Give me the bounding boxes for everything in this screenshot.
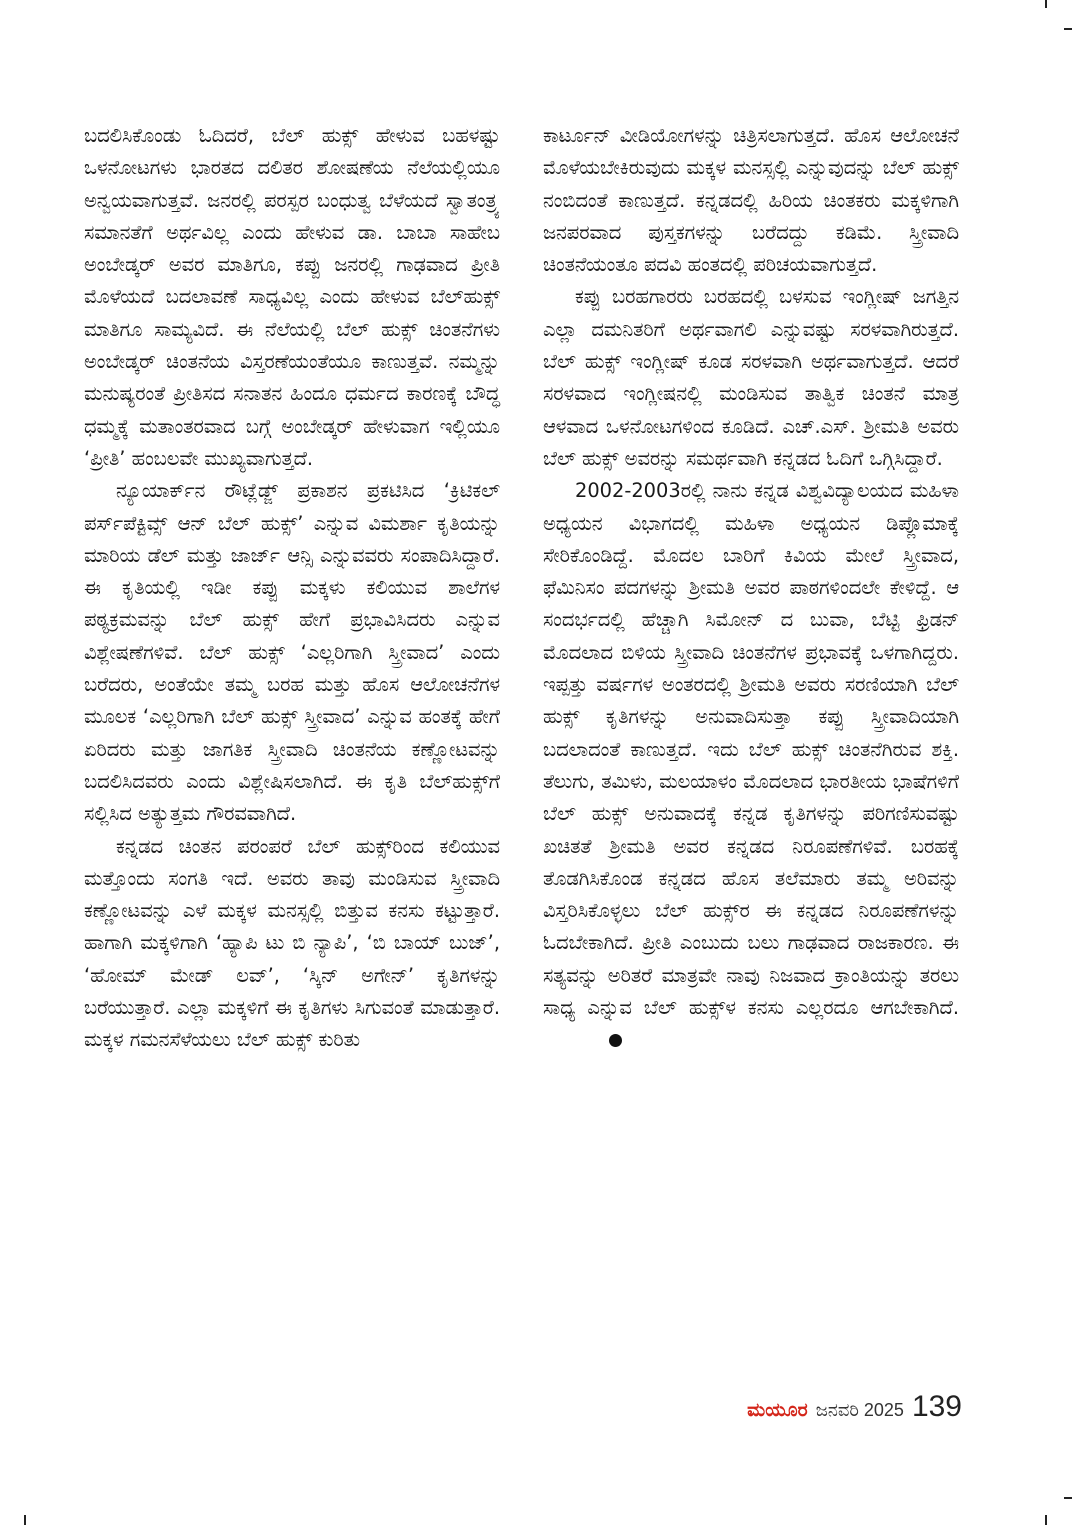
page-number: 139 [911,1390,962,1423]
paragraph: ಕನ್ನಡದ ಚಿಂತನ ಪರಂಪರೆ ಬೆಲ್ ಹುಕ್ಸ್‌ರಿಂದ ಕಲಿಯುವ ಮತ್ತೊಂದು ಸಂಗತಿ ಇದೆ. ಅವರು ತಾವು ಮಂಡಿಸುವ ಸ್ತ್ರೀವಾದಿ ಕಣ್ಣೋಟವನ್ನು ಎಳೆ ಮಕ್ಕಳ ಮನಸ್ಸಲ್ಲಿ ಬಿತ್ತುವ ಕನಸು ಕಟ್ಟುತ್ತಾರೆ. ಹಾಗಾಗಿ ಮಕ್ಕಳಿಗಾಗಿ ‘ಹ್ಯಾಪಿ ಟು ಬಿ ನ್ಯಾಪಿ’, ‘ಬಿ ಬಾಯ್ ಬುಜ್’, ‘ಹೋಮ್ ಮೇಡ್ ಲವ್’, ‘ಸ್ಕಿನ್ ಅಗೇನ್’ ಕೃತಿಗಳನ್ನು ಬರೆಯುತ್ತಾರೆ. ಎಲ್ಲಾ ಮಕ್ಕಳಿಗೆ ಈ ಕೃತಿಗಳು ಸಿಗುವಂತೆ ಮಾಡುತ್ತಾರೆ. ಮಕ್ಕಳ ಗಮನಸೆಳೆಯಲು ಬೆಲ್ ಹುಕ್ಸ್ ಕುರಿತು [84,834,500,1052]
end-of-article-icon [609,1034,622,1047]
crop-mark [1045,0,1047,8]
crop-mark [1064,28,1072,30]
crop-mark [1045,1515,1047,1525]
paragraph: ಕಪ್ಪು ಬರಹಗಾರರು ಬರಹದಲ್ಲಿ ಬಳಸುವ ಇಂಗ್ಲೀಷ್ ಜಗತ್ತಿನ ಎಲ್ಲಾ ದಮನಿತರಿಗೆ ಅರ್ಥವಾಗಲಿ ಎನ್ನುವಷ್ಟು ಸರಳವಾಗಿರುತ್ತದೆ. ಬೆಲ್ ಹುಕ್ಸ್ ಇಂಗ್ಲೀಷ್ ಕೂಡ ಸರಳವಾಗಿ ಅರ್ಥವಾಗುತ್ತದೆ. ಆದರೆ ಸರಳವಾದ ಇಂಗ್ಲೀಷನಲ್ಲಿ ಮಂಡಿಸುವ ತಾತ್ವಿಕ ಚಿಂತನೆ ಮಾತ್ರ ಆಳವಾದ ಒಳನೋಟಗಳಿಂದ ಕೂಡಿದೆ. ಎಚ್.ಎಸ್. ಶ್ರೀಮತಿ ಅವರು ಬೆಲ್ ಹುಕ್ಸ್ ಅವರನ್ನು ಸಮರ್ಥವಾಗಿ ಕನ್ನಡದ ಓದಿಗೆ ಒಗ್ಗಿಸಿದ್ದಾರೆ. [543,285,959,470]
paragraph: ಬದಲಿಸಿಕೊಂಡು ಓದಿದರೆ, ಬೆಲ್ ಹುಕ್ಸ್ ಹೇಳುವ ಬಹಳಷ್ಟು ಒಳನೋಟಗಳು ಭಾರತದ ದಲಿತರ ಶೋಷಣೆಯ ನೆಲೆಯಲ್ಲಿಯೂ ಅನ್ವಯವಾಗುತ್ತವೆ. ಜನರಲ್ಲಿ ಪರಸ್ಪರ ಬಂಧುತ್ವ ಬೆಳೆಯದೆ ಸ್ವಾತಂತ್ರ್ಯ ಸಮಾನತೆಗೆ ಅರ್ಥವಿಲ್ಲ ಎಂದು ಹೇಳುವ ಡಾ. ಬಾಬಾ ಸಾಹೇಬ ಅಂಬೇಡ್ಕರ್ ಅವರ ಮಾತಿಗೂ, ಕಪ್ಪು ಜನರಲ್ಲಿ ಗಾಢವಾದ ಪ್ರೀತಿ ಮೊಳೆಯದೆ ಬದಲಾವಣೆ ಸಾಧ್ಯವಿಲ್ಲ ಎಂದು ಹೇಳುವ ಬೆಲ್‌ಹುಕ್ಸ್ ಮಾತಿಗೂ ಸಾಮ್ಯವಿದೆ. ಈ ನೆಲೆಯಲ್ಲಿ ಬೆಲ್ ಹುಕ್ಸ್ ಚಿಂತನೆಗಳು ಅಂಬೇಡ್ಕರ್ ಚಿಂತನೆಯ ವಿಸ್ತರಣೆಯಂತೆಯೂ ಕಾಣುತ್ತವೆ. ನಮ್ಮನ್ನು ಮನುಷ್ಯರಂತೆ ಪ್ರೀತಿಸದ ಸನಾತನ ಹಿಂದೂ ಧರ್ಮದ ಕಾರಣಕ್ಕೆ ಬೌದ್ಧ ಧಮ್ಮಕ್ಕೆ ಮತಾಂತರವಾದ ಬಗ್ಗೆ ಅಂಬೇಡ್ಕರ್ ಹೇಳುವಾಗ ಇಲ್ಲಿಯೂ ‘ಪ್ರೀತಿ’ ಹಂಬಲವೇ ಮುಖ್ಯವಾಗುತ್ತದೆ. [84,124,500,470]
magazine-logo: ಮಯೂರ [747,1399,808,1421]
page-footer [747,1390,962,1424]
article-column-right [543,120,959,1057]
paragraph-text: 2002-2003ರಲ್ಲಿ ನಾನು ಕನ್ನಡ ವಿಶ್ವವಿದ್ಯಾಲಯದ ಮಹಿಳಾ ಅಧ್ಯಯನ ವಿಭಾಗದಲ್ಲಿ ಮಹಿಳಾ ಅಧ್ಯಯನ ಡಿಪ್ಲೊಮಾಕ್ಕೆ ಸೇರಿಕೊಂಡಿದ್ದೆ. ಮೊದಲ ಬಾರಿಗೆ ಕಿವಿಯ ಮೇಲೆ ಸ್ತ್ರೀವಾದ, ಫೆಮಿನಿಸಂ ಪದಗಳನ್ನು ಶ್ರೀಮತಿ ಅವರ ಪಾಠಗಳಿಂದಲೇ ಕೇಳಿದ್ದೆ. ಆ ಸಂದರ್ಭದಲ್ಲಿ ಹೆಚ್ಚಾಗಿ ಸಿಮೋನ್ ದ ಬುವಾ, ಬೆಟ್ಟಿ ಫ್ರಿಡನ್ ಮೊದಲಾದ ಬಿಳಿಯ ಸ್ತ್ರೀವಾದಿ ಚಿಂತನೆಗಳ ಪ್ರಭಾವಕ್ಕೆ ಒಳಗಾಗಿದ್ದರು. ಇಪ್ಪತ್ತು ವರ್ಷಗಳ ಅಂತರದಲ್ಲಿ ಶ್ರೀಮತಿ ಅವರು ಸರಣಿಯಾಗಿ ಬೆಲ್ ಹುಕ್ಸ್ ಕೃತಿಗಳನ್ನು ಅನುವಾದಿಸುತ್ತಾ ಕಪ್ಪು ಸ್ತ್ರೀವಾದಿಯಾಗಿ ಬದಲಾದಂತೆ ಕಾಣುತ್ತದೆ. ಇದು ಬೆಲ್ ಹುಕ್ಸ್ ಚಿಂತನೆಗಿರುವ ಶಕ್ತಿ. ತೆಲುಗು, ತಮಿಳು, ಮಲಯಾಳಂ ಮೊದಲಾದ ಭಾರತೀಯ ಭಾಷೆಗಳಿಗೆ ಬೆಲ್ ಹುಕ್ಸ್ ಅನುವಾದಕ್ಕೆ ಕನ್ನಡ ಕೃತಿಗಳನ್ನು ಪರಿಗಣಿಸುವಷ್ಟು ಖಚಿತತೆ ಶ್ರೀಮತಿ ಅವರ ಕನ್ನಡದ ನಿರೂಪಣೆಗಳಿವೆ. ಬರಹಕ್ಕೆ ತೊಡಗಿಸಿಕೊಂಡ ಕನ್ನಡದ ಹೊಸ ತಲೆಮಾರು ತಮ್ಮ ಅರಿವನ್ನು ವಿಸ್ತರಿಸಿಕೊಳ್ಳಲು ಬೆಲ್ ಹುಕ್ಸ್‌ರ ಈ ಕನ್ನಡದ ನಿರೂಪಣೆಗಳನ್ನು ಓದಬೇಕಾಗಿದೆ. ಪ್ರೀತಿ ಎಂಬುದು ಬಲು ಗಾಢವಾದ ರಾಜಕಾರಣ. ಈ ಸತ್ಯವನ್ನು ಅರಿತರೆ ಮಾತ್ರವೇ ನಾವು ನಿಜವಾದ ಕ್ರಾಂತಿಯನ್ನು ತರಲು ಸಾಧ್ಯ ಎನ್ನುವ ಬೆಲ್ ಹುಕ್ಸ್‌ಳ ಕನಸು ಎಲ್ಲರದೂ ಆಗಬೇಕಾಗಿದೆ. [543,479,959,1020]
issue-date: ಜನವರಿ 2025 [815,1400,904,1420]
paragraph: ಕಾರ್ಟೂನ್ ವೀಡಿಯೋಗಳನ್ನು ಚಿತ್ರಿಸಲಾಗುತ್ತದೆ. ಹೊಸ ಆಲೋಚನೆ ಮೊಳೆಯಬೇಕಿರುವುದು ಮಕ್ಕಳ ಮನಸ್ಸಲ್ಲಿ ಎನ್ನುವುದನ್ನು ಬೆಲ್ ಹುಕ್ಸ್ ನಂಬಿದಂತೆ ಕಾಣುತ್ತದೆ. ಕನ್ನಡದಲ್ಲಿ ಹಿರಿಯ ಚಿಂತಕರು ಮಕ್ಕಳಿಗಾಗಿ ಜನಪರವಾದ ಪುಸ್ತಕಗಳನ್ನು ಬರೆದದ್ದು ಕಡಿಮೆ. ಸ್ತ್ರೀವಾದಿ ಚಿಂತನೆಯಂತೂ ಪದವಿ ಹಂತದಲ್ಲಿ ಪರಿಚಯವಾಗುತ್ತದೆ. [543,124,959,277]
crop-mark [24,1515,26,1525]
article-column-left [84,120,500,1057]
paragraph-final [543,475,959,1056]
crop-mark [1064,1497,1072,1499]
paragraph: ನ್ಯೂಯಾರ್ಕ್‌ನ ರೌಟ್ಲೆಡ್ಜ್ ಪ್ರಕಾಶನ ಪ್ರಕಟಿಸಿದ ‘ಕ್ರಿಟಿಕಲ್ ಪರ್ಸ್‌ಪೆಕ್ಟಿವ್ಸ್ ಆನ್ ಬೆಲ್ ಹುಕ್ಸ್’ ಎನ್ನುವ ವಿಮರ್ಶಾ ಕೃತಿಯನ್ನು ಮಾರಿಯ ಡೆಲ್ ಮತ್ತು ಜಾರ್ಜ್ ಆನ್ಸಿ ಎನ್ನುವವರು ಸಂಪಾದಿಸಿದ್ದಾರೆ. ಈ ಕೃತಿಯಲ್ಲಿ ಇಡೀ ಕಪ್ಪು ಮಕ್ಕಳು ಕಲಿಯುವ ಶಾಲೆಗಳ ಪಠ್ಯಕ್ರಮವನ್ನು ಬೆಲ್ ಹುಕ್ಸ್ ಹೇಗೆ ಪ್ರಭಾವಿಸಿದರು ಎನ್ನುವ ವಿಶ್ಲೇಷಣೆಗಳಿವೆ. ಬೆಲ್ ಹುಕ್ಸ್ ‘ಎಲ್ಲರಿಗಾಗಿ ಸ್ತ್ರೀವಾದ’ ಎಂದು ಬರೆದರು, ಅಂತೆಯೇ ತಮ್ಮ ಬರಹ ಮತ್ತು ಹೊಸ ಆಲೋಚನೆಗಳ ಮೂಲಕ ‘ಎಲ್ಲರಿಗಾಗಿ ಬೆಲ್ ಹುಕ್ಸ್ ಸ್ತ್ರೀವಾದ’ ಎನ್ನುವ ಹಂತಕ್ಕೆ ಹೇಗೆ ಏರಿದರು ಮತ್ತು ಜಾಗತಿಕ ಸ್ತ್ರೀವಾದಿ ಚಿಂತನೆಯ ಕಣ್ಣೋಟವನ್ನು ಬದಲಿಸಿದವರು ಎಂದು ವಿಶ್ಲೇಷಿಸಲಾಗಿದೆ. ಈ ಕೃತಿ ಬೆಲ್‌ಹುಕ್ಸ್‌ಗೆ ಸಲ್ಲಿಸಿದ ಅತ್ಯುತ್ತಮ ಗೌರವವಾಗಿದೆ. [84,479,500,826]
